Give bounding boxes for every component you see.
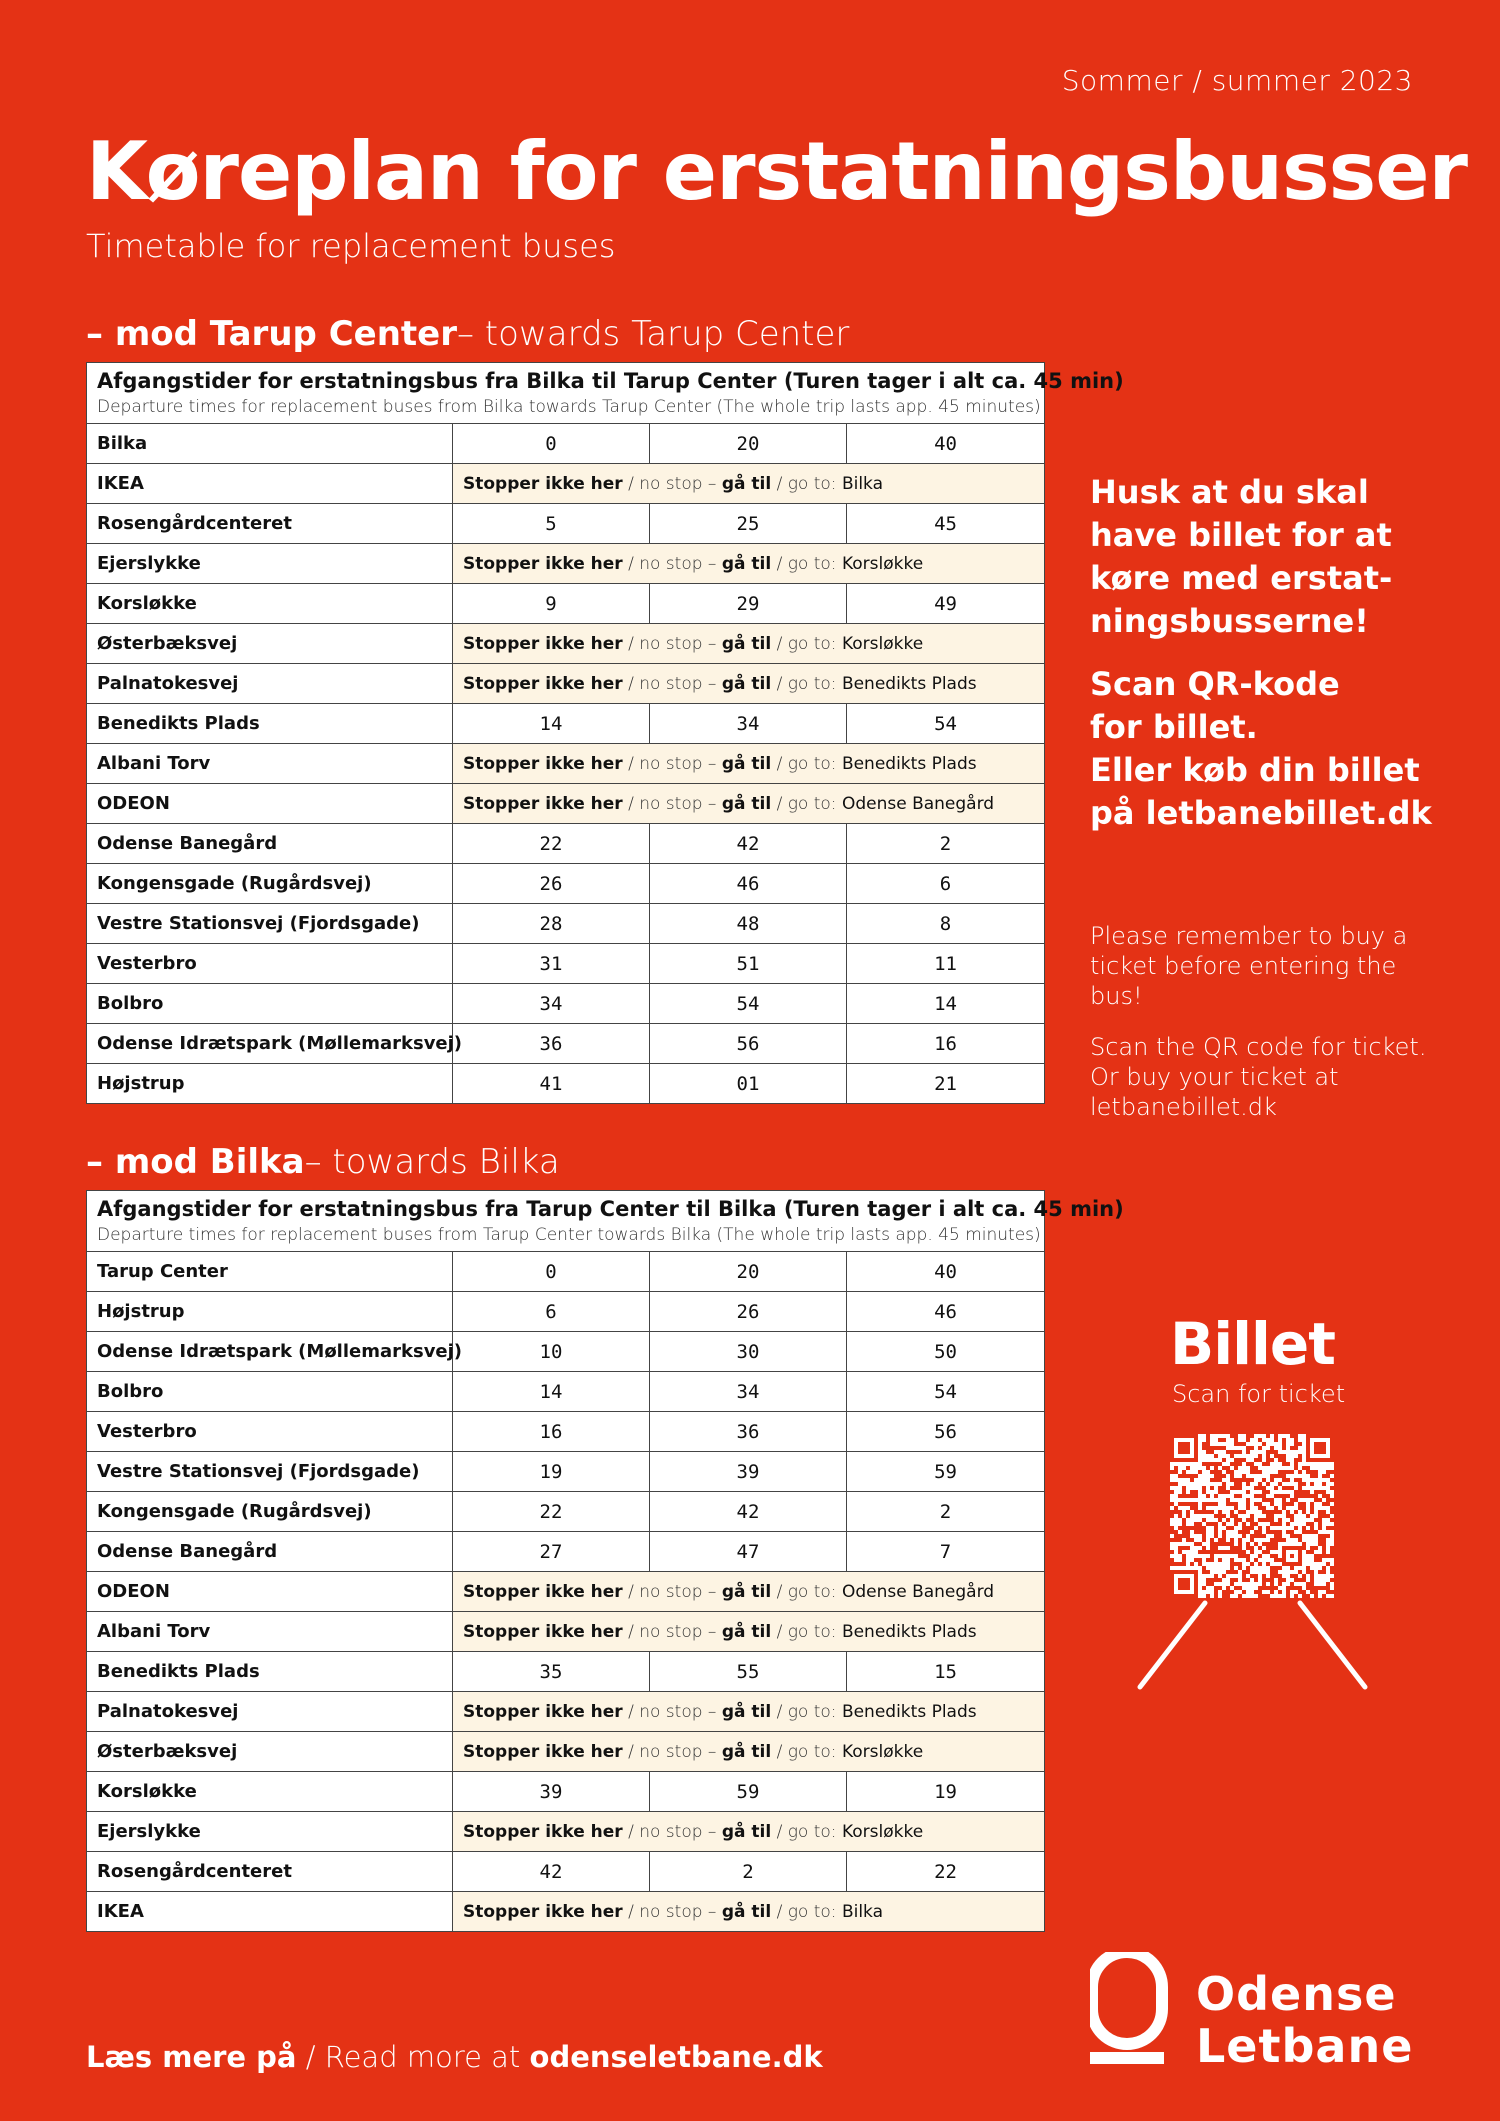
- section-heading-light: – towards Bilka: [304, 1142, 560, 1182]
- timetable-header: [87, 363, 1124, 424]
- slash: /: [776, 473, 783, 494]
- table-row: [87, 1452, 1045, 1492]
- departure-time: 19: [453, 1452, 650, 1492]
- go-to-en: go to:: [787, 1621, 837, 1642]
- table-row: [87, 1412, 1045, 1452]
- departure-time: 14: [453, 704, 650, 744]
- no-stop-note: [453, 664, 1045, 704]
- dash: –: [707, 473, 717, 494]
- table-row: [87, 504, 1045, 544]
- departure-time: 34: [453, 984, 650, 1024]
- table-row: [87, 824, 1045, 864]
- slash: /: [628, 1581, 634, 1602]
- table-row: [87, 704, 1045, 744]
- departure-time: 5: [453, 504, 650, 544]
- no-stop-en: no stop: [639, 633, 703, 654]
- no-stop-en: no stop: [639, 473, 703, 494]
- footer-url-link[interactable]: odenseletbane.dk: [529, 2040, 823, 2074]
- no-stop-en: no stop: [639, 1701, 703, 1722]
- departure-time: 11: [847, 944, 1045, 984]
- scan-line: på letbanebillet.dk: [1090, 794, 1432, 832]
- no-stop-da: Stopper ikke her: [463, 553, 623, 574]
- slash: /: [776, 1621, 783, 1642]
- departure-time: 20: [650, 424, 847, 464]
- departure-time: 14: [453, 1372, 650, 1412]
- departure-time: 14: [847, 984, 1045, 1024]
- slash: /: [776, 1581, 783, 1602]
- go-to-en: go to:: [787, 793, 837, 814]
- go-to-da: gå til: [721, 673, 772, 694]
- departure-time: 40: [847, 424, 1045, 464]
- no-stop-en: no stop: [639, 753, 703, 774]
- go-to-en: go to:: [787, 753, 837, 774]
- table-row: [87, 904, 1045, 944]
- go-to-da: gå til: [721, 1581, 772, 1602]
- departure-time: 16: [453, 1412, 650, 1452]
- departure-time: 54: [847, 704, 1045, 744]
- departure-time: 21: [847, 1064, 1045, 1104]
- table-row: [87, 1532, 1045, 1572]
- table-row: [87, 464, 1045, 504]
- scan-line: Eller køb din billet: [1090, 751, 1420, 789]
- no-stop-note: [453, 1692, 1045, 1732]
- section-heading-bilka: [86, 1142, 560, 1182]
- dash: –: [707, 1741, 717, 1762]
- slash: /: [628, 1901, 634, 1922]
- no-stop-note: [453, 1812, 1045, 1852]
- scan-instructions-en: Scan the QR code for ticket. Or buy your ticket at letbanebillet.dk: [1090, 1033, 1427, 1121]
- go-to-en: go to:: [787, 1901, 837, 1922]
- stop-name: ODEON: [87, 784, 453, 824]
- departure-time: 2: [847, 1492, 1045, 1532]
- table-row: [87, 1892, 1045, 1932]
- departure-time: 25: [650, 504, 847, 544]
- dash: –: [707, 1901, 717, 1922]
- timetable-header-da: Afgangstider for erstatningsbus fra Bilka til Tarup Center (Turen tager i alt ca. 45 min): [97, 369, 1124, 393]
- stop-name: Rosengårdcenteret: [87, 1852, 453, 1892]
- departure-time: 42: [650, 824, 847, 864]
- departure-time: 19: [847, 1772, 1045, 1812]
- logo-line-2: Letbane: [1196, 2019, 1414, 2073]
- stop-name: Vestre Stationsvej (Fjordsgade): [87, 1452, 453, 1492]
- departure-time: 9: [453, 584, 650, 624]
- departure-time: 40: [847, 1252, 1045, 1292]
- no-stop-da: Stopper ikke her: [463, 1621, 623, 1642]
- go-to-da: gå til: [721, 753, 772, 774]
- go-to-stop: Benedikts Plads: [841, 673, 977, 694]
- timetable-header-en: Departure times for replacement buses from Bilka towards Tarup Center (The whole trip lasts app. 45 minutes): [97, 397, 1041, 417]
- go-to-stop: Benedikts Plads: [841, 1621, 977, 1642]
- stop-name: Bilka: [87, 424, 453, 464]
- season-label: Sommer / summer 2023: [1061, 64, 1413, 97]
- footer-read-more: [86, 2040, 823, 2074]
- slash: /: [776, 1821, 783, 1842]
- departure-time: 56: [650, 1024, 847, 1064]
- scan-line: Scan QR-kode: [1090, 665, 1340, 703]
- no-stop-en: no stop: [639, 553, 703, 574]
- no-stop-da: Stopper ikke her: [463, 793, 623, 814]
- stop-name: Odense Idrætspark (Møllemarksvej): [87, 1024, 453, 1064]
- table-row: [87, 544, 1045, 584]
- table-row: [87, 424, 1045, 464]
- departure-time: 54: [847, 1372, 1045, 1412]
- stop-name: Odense Banegård: [87, 824, 453, 864]
- departure-time: 20: [650, 1252, 847, 1292]
- stop-name: Kongensgade (Rugårdsvej): [87, 1492, 453, 1532]
- slash: /: [628, 1741, 634, 1762]
- dash: –: [707, 793, 717, 814]
- no-stop-da: Stopper ikke her: [463, 1701, 623, 1722]
- section-heading-light: – towards Tarup Center: [457, 314, 850, 354]
- departure-time: 50: [847, 1332, 1045, 1372]
- stop-name: Ejerslykke: [87, 1812, 453, 1852]
- stop-name: Palnatokesvej: [87, 664, 453, 704]
- table-row: [87, 1372, 1045, 1412]
- section-heading-bold: – mod Tarup Center: [86, 314, 457, 354]
- stop-name: Korsløkke: [87, 584, 453, 624]
- departure-time: 6: [847, 864, 1045, 904]
- departure-time: 36: [453, 1024, 650, 1064]
- departure-time: 2: [650, 1852, 847, 1892]
- go-to-stop: Bilka: [841, 1901, 884, 1922]
- departure-time: 22: [453, 824, 650, 864]
- departure-time: 15: [847, 1652, 1045, 1692]
- departure-time: 7: [847, 1532, 1045, 1572]
- stop-name: Kongensgade (Rugårdsvej): [87, 864, 453, 904]
- table-row: [87, 1772, 1045, 1812]
- departure-time: 6: [453, 1292, 650, 1332]
- go-to-da: gå til: [721, 1621, 772, 1642]
- table-row: [87, 944, 1045, 984]
- slash: /: [628, 633, 634, 654]
- table-row: [87, 1332, 1045, 1372]
- no-stop-en: no stop: [639, 1901, 703, 1922]
- departure-time: 16: [847, 1024, 1045, 1064]
- scan-lines-icon: [1130, 1595, 1370, 1695]
- table-row: [87, 1852, 1045, 1892]
- departure-time: 26: [453, 864, 650, 904]
- stop-name: ODEON: [87, 1572, 453, 1612]
- go-to-stop: Korsløkke: [841, 1741, 924, 1762]
- dash: –: [707, 1701, 717, 1722]
- ticket-reminder-en: Please remember to buy a ticket before entering the bus!: [1090, 922, 1408, 1010]
- timetable-header-row: [87, 1191, 1045, 1252]
- table-row: [87, 1064, 1045, 1104]
- departure-time: 48: [650, 904, 847, 944]
- go-to-stop: Odense Banegård: [841, 793, 995, 814]
- no-stop-note: [453, 1612, 1045, 1652]
- stop-name: Odense Banegård: [87, 1532, 453, 1572]
- departure-time: 22: [847, 1852, 1045, 1892]
- slash: /: [628, 793, 634, 814]
- departure-time: 54: [650, 984, 847, 1024]
- departure-time: 42: [650, 1492, 847, 1532]
- billet-title: Billet: [1170, 1310, 1335, 1378]
- table-row: [87, 1572, 1045, 1612]
- departure-time: 28: [453, 904, 650, 944]
- departure-time: 2: [847, 824, 1045, 864]
- departure-time: 46: [650, 864, 847, 904]
- stop-name: Odense Idrætspark (Møllemarksvej): [87, 1332, 453, 1372]
- go-to-en: go to:: [787, 473, 837, 494]
- go-to-stop: Korsløkke: [841, 1821, 924, 1842]
- go-to-da: gå til: [721, 793, 772, 814]
- stop-name: Højstrup: [87, 1292, 453, 1332]
- stop-name: Albani Torv: [87, 744, 453, 784]
- no-stop-note: [453, 1892, 1045, 1932]
- departure-time: 59: [847, 1452, 1045, 1492]
- go-to-stop: Bilka: [841, 473, 884, 494]
- no-stop-note: [453, 1572, 1045, 1612]
- departure-time: 45: [847, 504, 1045, 544]
- stop-name: Ejerslykke: [87, 544, 453, 584]
- dash: –: [707, 1581, 717, 1602]
- no-stop-note: [453, 624, 1045, 664]
- stop-name: Benedikts Plads: [87, 704, 453, 744]
- table-row: [87, 1652, 1045, 1692]
- slash: /: [776, 1901, 783, 1922]
- table-row: [87, 984, 1045, 1024]
- slash: /: [776, 1701, 783, 1722]
- slash: /: [776, 673, 783, 694]
- table-row: [87, 624, 1045, 664]
- no-stop-note: [453, 1732, 1045, 1772]
- stop-name: Rosengårdcenteret: [87, 504, 453, 544]
- stop-name: Østerbæksvej: [87, 1732, 453, 1772]
- timetable-tarup: [86, 362, 1124, 1104]
- slash: /: [776, 793, 783, 814]
- departure-time: 01: [650, 1064, 847, 1104]
- go-to-en: go to:: [787, 673, 837, 694]
- departure-time: 34: [650, 1372, 847, 1412]
- slash: /: [628, 673, 634, 694]
- departure-time: 0: [453, 424, 650, 464]
- slash: /: [628, 1701, 634, 1722]
- departure-time: 35: [453, 1652, 650, 1692]
- stop-name: Benedikts Plads: [87, 1652, 453, 1692]
- go-to-da: gå til: [721, 553, 772, 574]
- no-stop-da: Stopper ikke her: [463, 1821, 623, 1842]
- footer-read-en: Read more at: [324, 2040, 521, 2074]
- go-to-da: gå til: [721, 1701, 772, 1722]
- logo-text: [1196, 1968, 1413, 2072]
- no-stop-da: Stopper ikke her: [463, 633, 623, 654]
- go-to-da: gå til: [721, 1821, 772, 1842]
- departure-time: 22: [453, 1492, 650, 1532]
- no-stop-en: no stop: [639, 1741, 703, 1762]
- slash: /: [628, 553, 634, 574]
- scan-instructions-da: [1090, 663, 1470, 835]
- departure-time: 34: [650, 704, 847, 744]
- qr-code-icon[interactable]: [1170, 1434, 1334, 1598]
- billet-subtitle: Scan for ticket: [1172, 1380, 1346, 1408]
- go-to-stop: Korsløkke: [841, 633, 924, 654]
- departure-time: 39: [453, 1772, 650, 1812]
- no-stop-note: [453, 544, 1045, 584]
- table-row: [87, 1252, 1045, 1292]
- no-stop-da: Stopper ikke her: [463, 1581, 623, 1602]
- go-to-en: go to:: [787, 1581, 837, 1602]
- ticket-reminder-da: Husk at du skal have billet for at køre med erstat-ningsbusserne!: [1090, 473, 1393, 640]
- timetable-header: [87, 1191, 1124, 1252]
- dash: –: [707, 553, 717, 574]
- departure-time: 10: [453, 1332, 650, 1372]
- no-stop-da: Stopper ikke her: [463, 1901, 623, 1922]
- dash: –: [707, 1621, 717, 1642]
- table-row: [87, 1692, 1045, 1732]
- departure-time: 47: [650, 1532, 847, 1572]
- dash: –: [707, 1821, 717, 1842]
- table-row: [87, 584, 1045, 624]
- no-stop-en: no stop: [639, 1821, 703, 1842]
- go-to-en: go to:: [787, 1701, 837, 1722]
- page-title: Køreplan for erstatningsbusser: [86, 125, 1467, 218]
- departure-time: 42: [453, 1852, 650, 1892]
- no-stop-da: Stopper ikke her: [463, 753, 623, 774]
- slash: /: [628, 1621, 634, 1642]
- timetable-header-da: Afgangstider for erstatningsbus fra Tarup Center til Bilka (Turen tager i alt ca. 45 min): [97, 1197, 1124, 1221]
- footer-read-da: Læs mere på: [86, 2040, 297, 2074]
- stop-name: Vesterbro: [87, 944, 453, 984]
- timetable-bilka: [86, 1190, 1124, 1932]
- table-row: [87, 664, 1045, 704]
- table-row: [87, 784, 1045, 824]
- go-to-stop: Korsløkke: [841, 553, 924, 574]
- departure-time: 0: [453, 1252, 650, 1292]
- no-stop-da: Stopper ikke her: [463, 673, 623, 694]
- departure-time: 26: [650, 1292, 847, 1332]
- slash: /: [628, 473, 634, 494]
- departure-time: 59: [650, 1772, 847, 1812]
- go-to-da: gå til: [721, 473, 772, 494]
- departure-time: 31: [453, 944, 650, 984]
- stop-name: Østerbæksvej: [87, 624, 453, 664]
- section-heading-tarup: [86, 314, 849, 354]
- table-row: [87, 1024, 1045, 1064]
- departure-time: 46: [847, 1292, 1045, 1332]
- table-row: [87, 1612, 1045, 1652]
- page-subtitle: Timetable for replacement buses: [86, 227, 616, 265]
- go-to-en: go to:: [787, 633, 837, 654]
- departure-time: 39: [650, 1452, 847, 1492]
- departure-time: 27: [453, 1532, 650, 1572]
- no-stop-note: [453, 744, 1045, 784]
- departure-time: 8: [847, 904, 1045, 944]
- dash: –: [707, 633, 717, 654]
- stop-name: Vestre Stationsvej (Fjordsgade): [87, 904, 453, 944]
- slash: /: [776, 1741, 783, 1762]
- section-heading-bold: – mod Bilka: [86, 1142, 305, 1182]
- stop-name: Albani Torv: [87, 1612, 453, 1652]
- no-stop-en: no stop: [639, 1621, 703, 1642]
- dash: –: [707, 753, 717, 774]
- no-stop-en: no stop: [639, 793, 703, 814]
- stop-name: Bolbro: [87, 984, 453, 1024]
- dash: –: [707, 673, 717, 694]
- table-row: [87, 1292, 1045, 1332]
- departure-time: 51: [650, 944, 847, 984]
- no-stop-note: [453, 784, 1045, 824]
- no-stop-en: no stop: [639, 1581, 703, 1602]
- departure-time: 36: [650, 1412, 847, 1452]
- go-to-en: go to:: [787, 553, 837, 574]
- stop-name: Bolbro: [87, 1372, 453, 1412]
- table-row: [87, 744, 1045, 784]
- stop-name: Højstrup: [87, 1064, 453, 1104]
- scan-line: for billet.: [1090, 708, 1258, 746]
- go-to-da: gå til: [721, 1901, 772, 1922]
- go-to-stop: Odense Banegård: [841, 1581, 995, 1602]
- departure-time: 29: [650, 584, 847, 624]
- departure-time: 30: [650, 1332, 847, 1372]
- table-row: [87, 864, 1045, 904]
- slash: /: [776, 753, 783, 774]
- no-stop-note: [453, 464, 1045, 504]
- footer-sep: /: [305, 2040, 316, 2074]
- table-row: [87, 1492, 1045, 1532]
- stop-name: Vesterbro: [87, 1412, 453, 1452]
- stop-name: Korsløkke: [87, 1772, 453, 1812]
- departure-time: 55: [650, 1652, 847, 1692]
- table-row: [87, 1812, 1045, 1852]
- go-to-da: gå til: [721, 633, 772, 654]
- slash: /: [628, 753, 634, 774]
- no-stop-da: Stopper ikke her: [463, 1741, 623, 1762]
- go-to-en: go to:: [787, 1741, 837, 1762]
- slash: /: [776, 633, 783, 654]
- stop-name: IKEA: [87, 464, 453, 504]
- table-row: [87, 1732, 1045, 1772]
- slash: /: [628, 1821, 634, 1842]
- timetable-header-row: [87, 363, 1045, 424]
- departure-time: 56: [847, 1412, 1045, 1452]
- stop-name: Palnatokesvej: [87, 1692, 453, 1732]
- stop-name: IKEA: [87, 1892, 453, 1932]
- go-to-da: gå til: [721, 1741, 772, 1762]
- no-stop-en: no stop: [639, 673, 703, 694]
- stop-name: Tarup Center: [87, 1252, 453, 1292]
- no-stop-da: Stopper ikke her: [463, 473, 623, 494]
- logo-line-1: Odense: [1196, 1967, 1397, 2021]
- timetable-header-en: Departure times for replacement buses from Tarup Center towards Bilka (The whole trip lasts app. 45 minutes): [97, 1225, 1041, 1245]
- departure-time: 49: [847, 584, 1045, 624]
- departure-time: 41: [453, 1064, 650, 1104]
- go-to-en: go to:: [787, 1821, 837, 1842]
- slash: /: [776, 553, 783, 574]
- go-to-stop: Benedikts Plads: [841, 1701, 977, 1722]
- go-to-stop: Benedikts Plads: [841, 753, 977, 774]
